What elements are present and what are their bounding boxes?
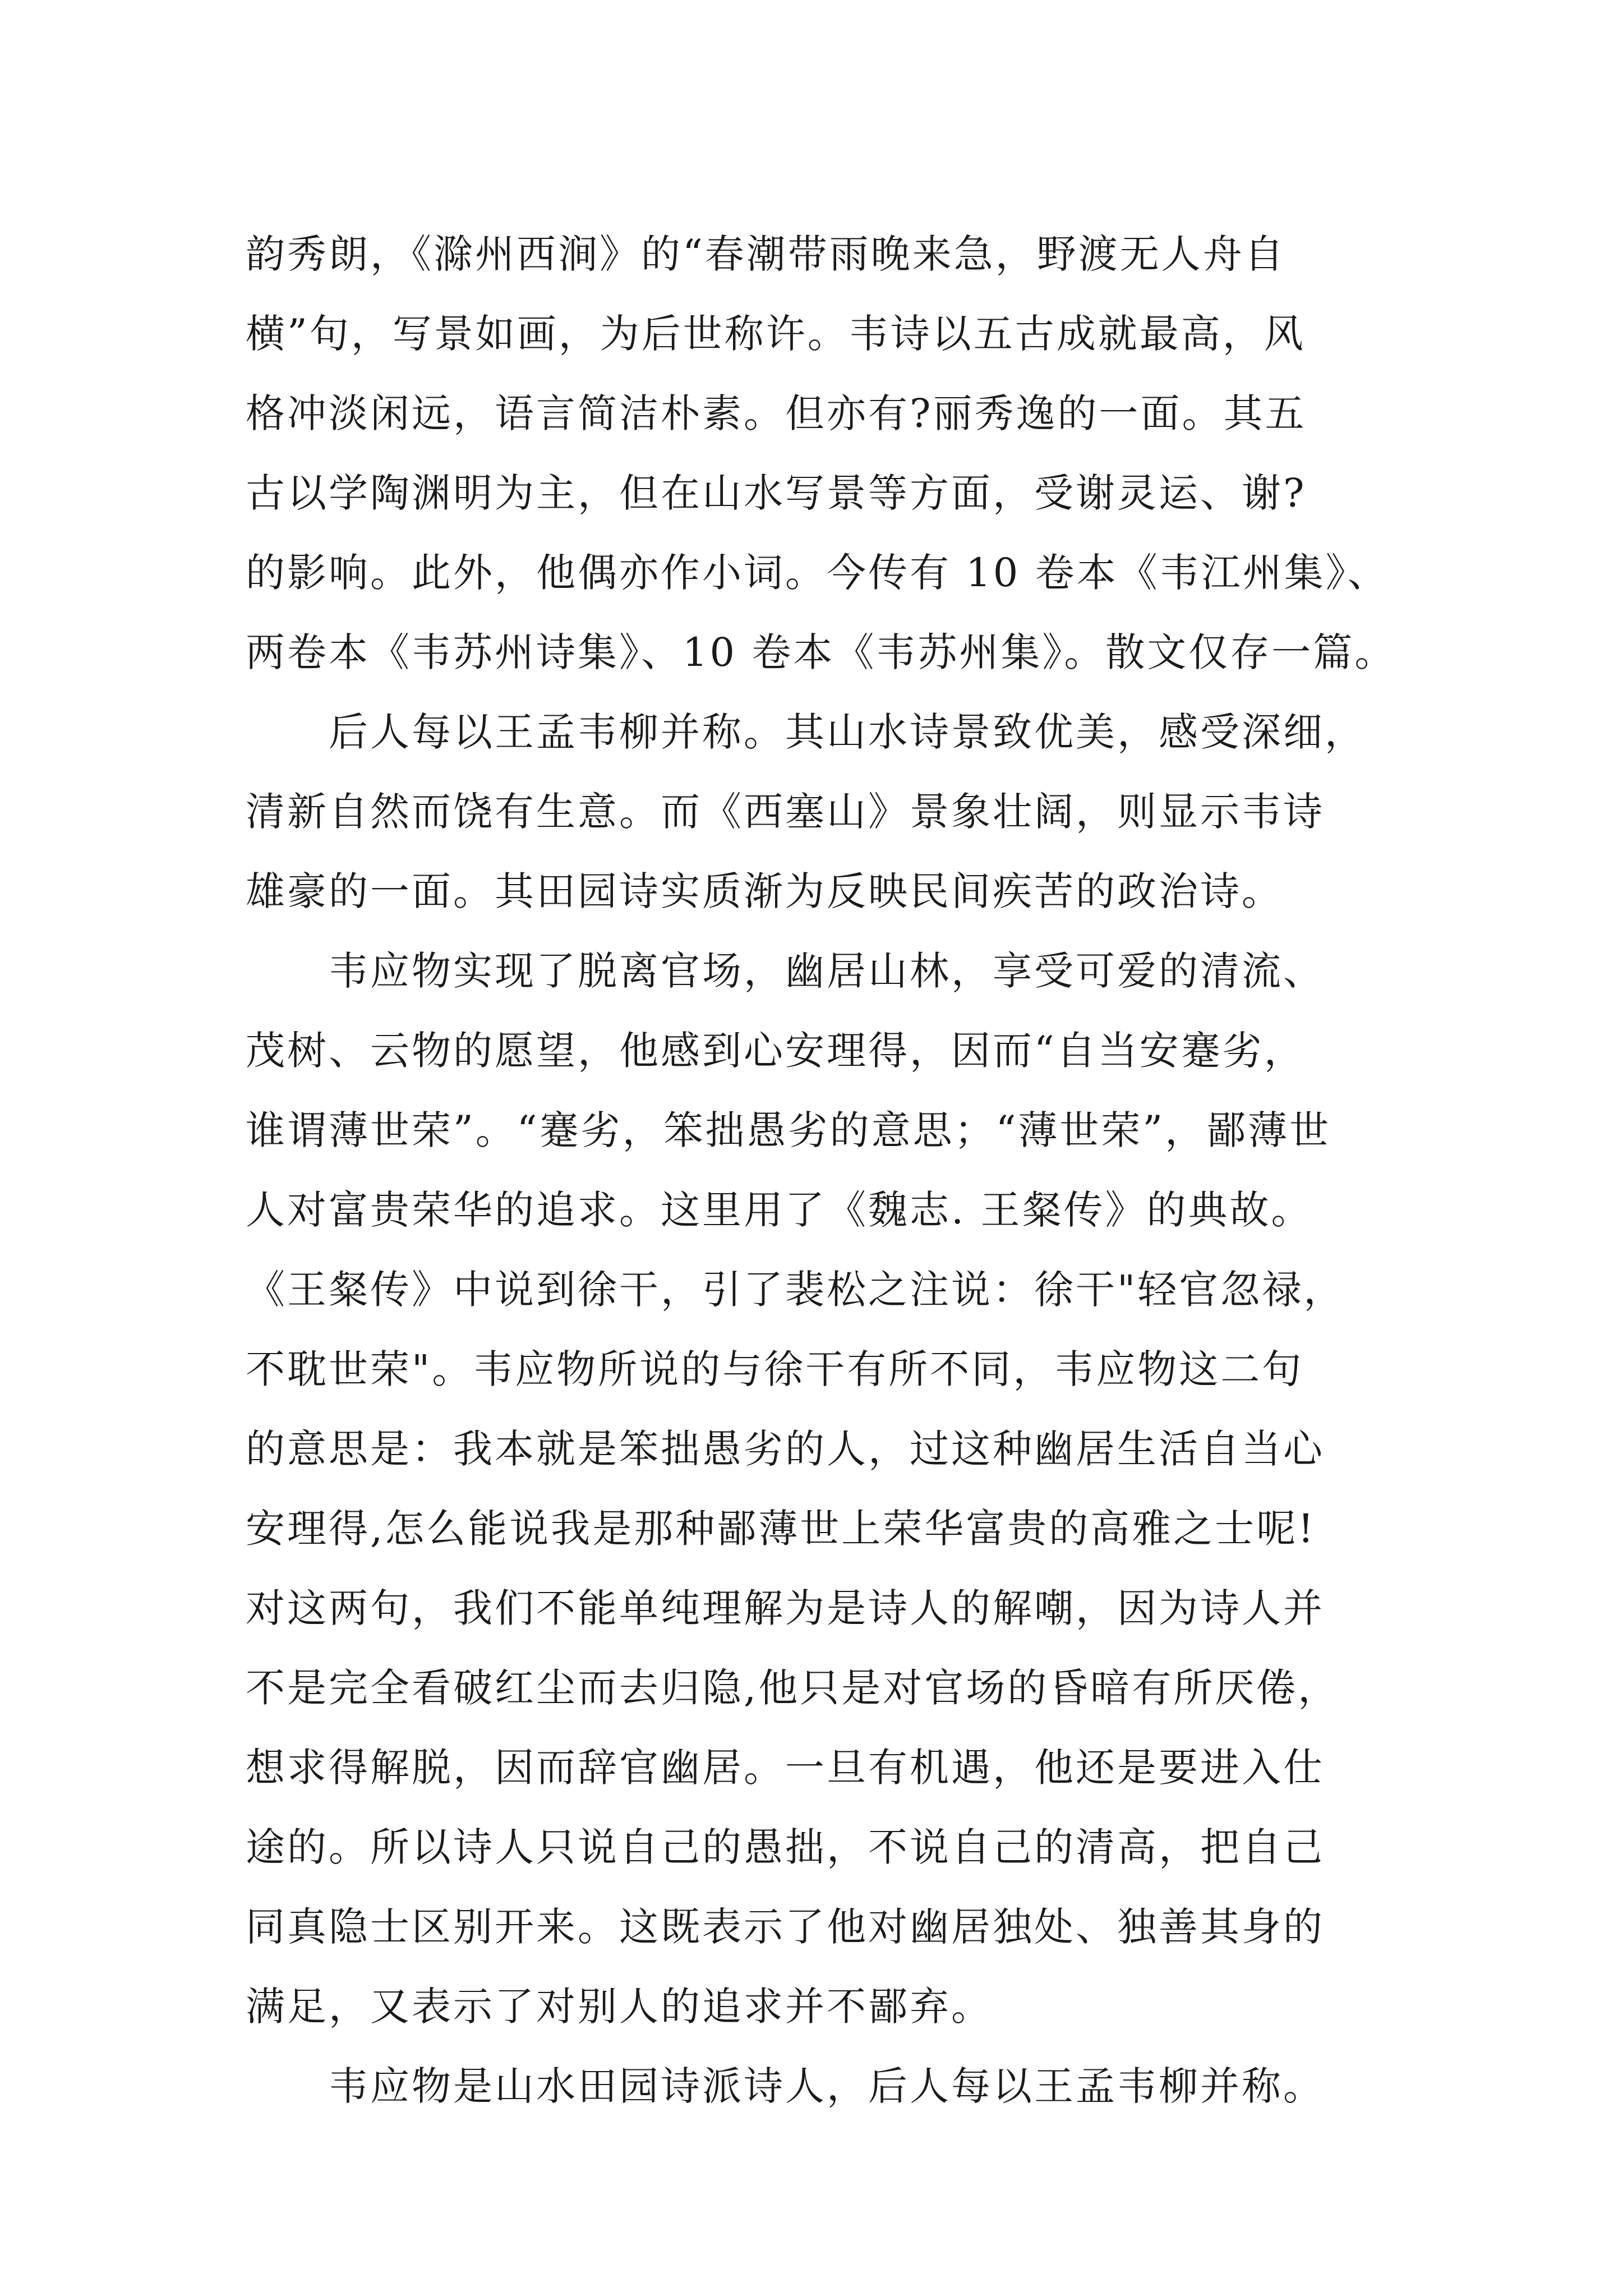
text-line: 不是完全看破红尘而去归隐,他只是对官场的昏暗有所厌倦， bbox=[246, 1665, 1340, 1711]
text-line: 韦应物是山水田园诗派诗人，后人每以王孟韦柳并称。 bbox=[246, 2063, 1325, 2109]
text-line: 想求得解脱，因而辞官幽居。一旦有机遇，他还是要进入仕 bbox=[246, 1745, 1325, 1791]
text-line: 清新自然而饶有生意。而《西塞山》景象壮阔，则显示韦诗 bbox=[246, 789, 1325, 835]
text-line: 的意思是：我本就是笨拙愚劣的人，过这种幽居生活自当心 bbox=[246, 1426, 1325, 1472]
text-line: 后人每以王孟韦柳并称。其山水诗景致优美，感受深细， bbox=[246, 709, 1366, 755]
text-line: 途的。所以诗人只说自己的愚拙，不说自己的清高，把自己 bbox=[246, 1824, 1325, 1870]
text-line: 韵秀朗，《滁州西涧》的“春潮带雨晚来急，野渡无人舟自 bbox=[246, 231, 1286, 277]
text-line: 安理得,怎么能说我是那种鄙薄世上荣华富贵的高雅之士呢! bbox=[246, 1506, 1316, 1552]
text-line: 韦应物实现了脱离官场，幽居山林，享受可爱的清流、 bbox=[246, 948, 1325, 994]
text-line: 满足，又表示了对别人的追求并不鄙弃。 bbox=[246, 1984, 993, 2030]
text-line: 古以学陶渊明为主，但在山水写景等方面，受谢灵运、谢? bbox=[246, 470, 1307, 516]
text-line: 的影响。此外，他偶亦作小词。今传有 10 卷本《韦江州集》、 bbox=[246, 550, 1389, 596]
text-line: 谁谓薄世荣”。“蹇劣，笨拙愚劣的意思；“薄世荣”，鄙薄世 bbox=[246, 1107, 1331, 1153]
text-line: 两卷本《韦苏州诗集》、10 卷本《韦苏州集》。散文仅存一篇。 bbox=[246, 629, 1396, 675]
text-line: 横”句，写景如画，为后世称许。韦诗以五古成就最高，风 bbox=[246, 311, 1306, 357]
text-line: 同真隐士区别开来。这既表示了他对幽居独处、独善其身的 bbox=[246, 1904, 1325, 1950]
text-line: 茂树、云物的愿望，他感到心安理得，因而“自当安蹇劣， bbox=[246, 1028, 1306, 1074]
text-line: 《王粲传》中说到徐干，引了裴松之注说：徐干"轻官忽禄， bbox=[246, 1267, 1345, 1313]
text-line: 对这两句，我们不能单纯理解为是诗人的解嘲，因为诗人并 bbox=[246, 1585, 1325, 1631]
text-line: 人对富贵荣华的追求。这里用了《魏志. 王粲传》的典故。 bbox=[246, 1187, 1313, 1233]
text-line: 雄豪的一面。其田园诗实质渐为反映民间疾苦的政治诗。 bbox=[246, 868, 1283, 914]
body-text bbox=[246, 214, 1401, 2126]
text-line: 格冲淡闲远，语言简洁朴素。但亦有?丽秀逸的一面。其五 bbox=[246, 390, 1307, 436]
text-line: 不耽世荣"。韦应物所说的与徐干有所不同，韦应物这二句 bbox=[246, 1346, 1304, 1392]
